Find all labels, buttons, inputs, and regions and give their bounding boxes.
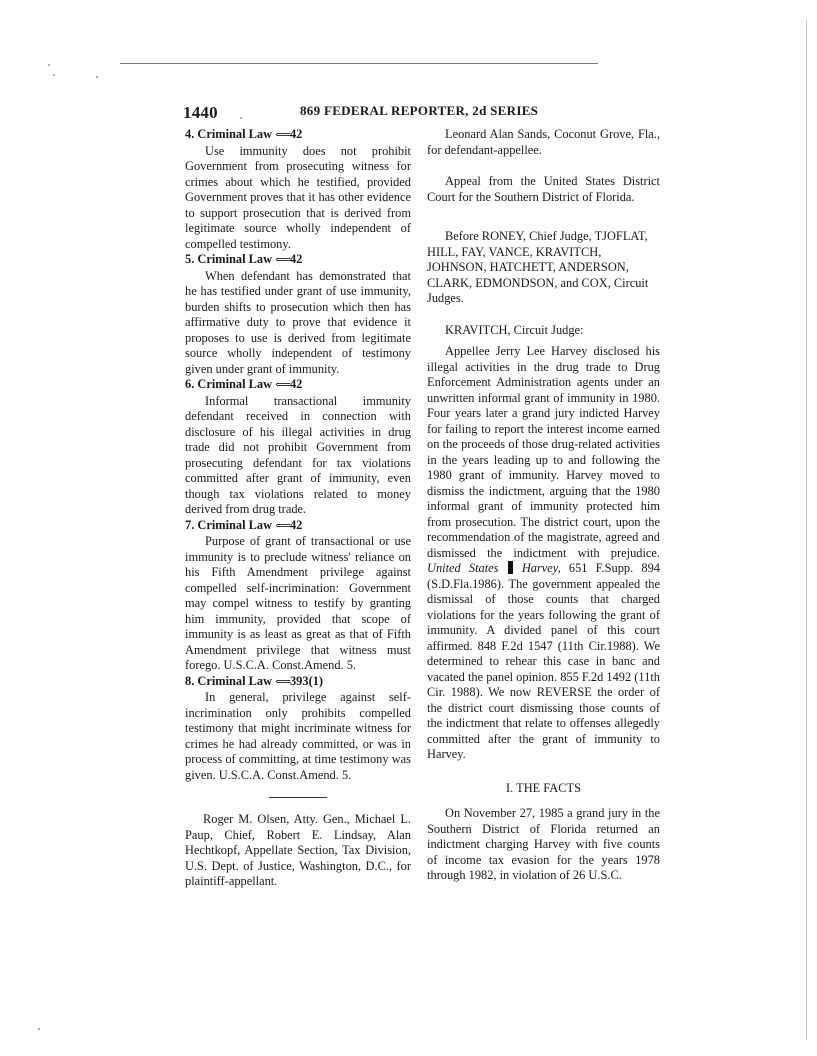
headnote (185, 674, 411, 784)
scan-speck (240, 117, 242, 119)
section-separator (269, 797, 327, 798)
running-head: 869 FEDERAL REPORTER, 2d SERIES (300, 103, 539, 118)
scan-speck (96, 76, 98, 78)
panel-judges: Before RONEY, Chief Judge, TJOFLAT, HILL, FAY, VANCE, KRAVITCH, JOHNSON, HATCHETT, ANDERSON, CLARK, EDMONDSON, and COX, Circuit Judges. (427, 229, 649, 305)
headnote-text: Use immunity does not prohibit Government from prosecuting witness for crimes about which he testified, provided Government proves that it has other evidence to support prosecution that is derived from legitimate source wholly independent of compelled testimony. (185, 143, 411, 251)
scan-speck (48, 64, 50, 66)
right-margin-line (806, 20, 807, 1040)
headnote-text: When defendant has demonstrated that he has testified under grant of use immunity, burden shifts to prosecution which then has affirmative duty to prove that evidence it proposes to use is derived from legitimate source wholly independent of testimony given under grant of immunity. (185, 268, 411, 376)
headnote-label: 8. Criminal Law ⟸393(1) (185, 673, 324, 688)
headnote-text: Purpose of grant of transactional or use immunity is to preclude witness' reliance on his Fifth Amendment privilege against compelled self-incrimination: Government may compel witness to testify by granting him immunity, provided that scope of immunity is as least as great as that of Fifth Amendment privilege that witness must forego. U.S.C.A. Const.Amend. 5. (185, 534, 411, 672)
case-name: United States (427, 561, 499, 575)
scan-speck (38, 1028, 40, 1030)
appeal-from: Appeal from the United States District Court for the Southern District of Florida. (427, 174, 660, 204)
headnote (185, 518, 411, 674)
right-column (427, 127, 660, 884)
left-column (185, 127, 411, 890)
key-number-icon: ⟸ (275, 254, 290, 266)
opinion-paragraph: Appellee Jerry Lee Harvey disclosed his illegal activities in the drug trade to Drug Enforcement Administration agents under an unwritten informal grant of immunity in 1980. Four years later a grand jury indicted Harvey for failing to report the interest income earned on the proceeds of those drug-related activities in the years leading up to and following the 1980 grant of immunity. Harvey moved to dismiss the indictment, arguing that the 1980 informal grant of immunity protected him from prosecution. The district court, upon the recommendation of the magistrate, agreed and dismissed the indictment with prejudice. United States Harvey, 651 F.Supp. 894 (S.D.Fla.1986). The government appealed the dismissal of those counts that charged violations for the years following the grant of immunity. A divided panel of this court affirmed. 848 F.2d 1547 (11th Cir.1988). We determined to rehear this case in banc and vacated the panel opinion. 855 F.2d 1492 (11th Cir. 1988). We now REVERSE the order of the district court dismissing those counts of the indictment that relate to offenses allegedly committed after the grant of immunity to Harvey. (427, 344, 660, 761)
section-heading: I. THE FACTS (506, 780, 581, 795)
scan-speck (53, 74, 55, 76)
key-number-icon: ⟸ (275, 519, 290, 532)
headnote-label: 4. Criminal Law ⟸42 (185, 127, 303, 141)
headnote (185, 252, 411, 377)
headnote-text: Informal transactional immunity defendant received in connection with disclosure of his illegal activities in drug trade did not prohibit Government from prosecuting defendant for tax violations committed after grant of immunity, even though tax violations related to money derived from drug trade. (185, 393, 411, 516)
top-scan-rule (120, 63, 598, 64)
headnote-label: 7. Criminal Law ⟸42 (185, 517, 303, 532)
key-number-icon: ⟸ (275, 675, 290, 688)
headnote-label: 5. Criminal Law ⟸42 (185, 252, 303, 266)
page-number: 1440 (183, 103, 218, 122)
key-number-icon: ⟸ (275, 129, 290, 141)
opinion-paragraph: On November 27, 1985 a grand jury in the Southern District of Florida returned an indictment charging Harvey with five counts of income tax evasion for the years 1978 through 1982, in violation of 26 U.S.C. (427, 806, 660, 882)
opinion-author: KRAVITCH, Circuit Judge: (445, 322, 584, 337)
redaction-mark (508, 561, 513, 574)
headnote-label: 6. Criminal Law ⟸42 (185, 377, 303, 391)
headnote-text: In general, privilege against self-incrimination only prohibits compelled testimony that might incriminate witness for crimes he had already committed, or was in process of committing, at time testimony was given. U.S.C.A. Const.Amend. 5. (185, 690, 411, 782)
headnote (185, 127, 411, 252)
counsel-appellant: Roger M. Olsen, Atty. Gen., Michael L. Paup, Chief, Robert E. Lindsay, Alan Hechtkopf, Appellate Section, Tax Division, U.S. Dept. of Justice, Washington, D.C., for plaintiff-appellant. (185, 812, 411, 888)
case-name: Harvey, (521, 561, 561, 575)
key-number-icon: ⟸ (275, 379, 290, 391)
counsel-appellee: Leonard Alan Sands, Coconut Grove, Fla., for defendant-appellee. (427, 127, 660, 157)
headnote (185, 377, 411, 518)
